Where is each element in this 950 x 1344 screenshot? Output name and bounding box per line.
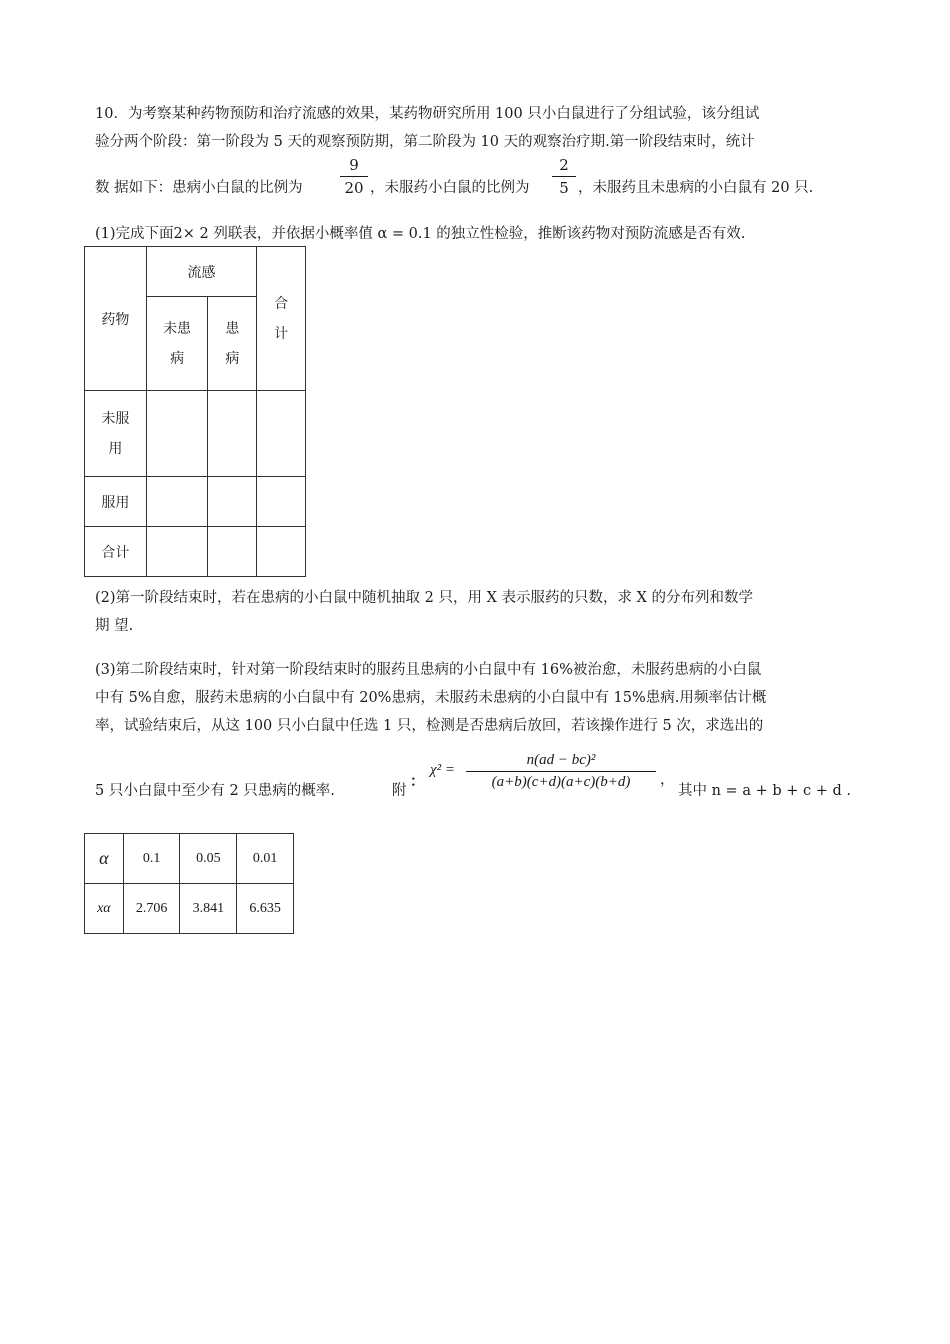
part-3-line-1: (3)第二阶段结束时，针对第一阶段结束时的服药且患病的小白鼠中有 16%被治愈，未服药患病的小白鼠 (95, 662, 762, 678)
question-line-1: 10．为考察某种药物预防和治疗流感的效果，某药物研究所用 100 只小白鼠进行了分组试验，该分组试 (95, 106, 760, 122)
question-line-3c: ，未服药且未患病的小白鼠有 20 只. (578, 180, 814, 196)
chi-square-comma: ， (660, 772, 675, 788)
part-3-line-3: 率，试验结束后，从这 100 只小白鼠中任选 1 只，检测是否患病后放回，若该操作进行 5 次，求选出的 (95, 718, 764, 734)
alpha-value: 0.05 (180, 834, 237, 884)
alpha-header: α (85, 834, 124, 884)
cell-empty (208, 527, 257, 577)
row-label-not-taken (85, 391, 147, 477)
question-line-2: 验分两个阶段：第一阶段为 5 天的观察预防期，第二阶段为 10 天的观察治疗期.第一阶段结束时，统计 (95, 134, 755, 150)
header-not-sick (146, 297, 208, 391)
cell-empty (146, 527, 208, 577)
where-clause: 其中 n = a + b + c + d . (678, 783, 851, 799)
row-label-taken: 服用 (85, 477, 147, 527)
question-line-3a: 数 据如下：患病小白鼠的比例为 (95, 180, 303, 196)
fraction-2-5 (552, 156, 576, 197)
part-2-line-1: (2)第一阶段结束时，若在患病的小白鼠中随机抽取 2 只，用 X 表示服药的只数，求 X 的分布列和数学 (95, 590, 754, 606)
alpha-value: 0.01 (237, 834, 294, 884)
header-total (257, 247, 306, 391)
cell-empty (257, 391, 306, 477)
critical-value: 3.841 (180, 884, 237, 934)
contingency-table (84, 246, 306, 577)
fraction-denominator: 20 (344, 179, 364, 197)
alpha-value: 0.1 (123, 834, 180, 884)
cell-empty (257, 527, 306, 577)
critical-value: 6.635 (237, 884, 294, 934)
chi-square-denominator: (a+b)(c+d)(a+c)(b+d) (491, 774, 631, 790)
chi-square-numerator: n(ad − bc)² (466, 752, 656, 772)
fraction-bar (552, 176, 576, 177)
row-label-not-taken-text: 未服用 (101, 410, 130, 457)
header-sick (208, 297, 257, 391)
cell-empty (208, 477, 257, 527)
part-3-line-2: 中有 5%自愈，服药未患病的小白鼠中有 20%患病，未服药未患病的小白鼠中有 15%患病.用频率估计概 (95, 690, 767, 706)
cell-empty (257, 477, 306, 527)
fraction-numerator: 9 (349, 156, 359, 174)
header-sick-text: 患病 (225, 320, 240, 367)
header-flu: 流感 (146, 247, 256, 297)
header-total-text: 合计 (274, 295, 289, 342)
part-3-line-4: 5 只小白鼠中至少有 2 只患病的概率. (95, 783, 335, 799)
part-2-line-2: 期 望. (95, 618, 134, 634)
fraction-bar (340, 176, 368, 177)
attachment-colon: ： (410, 773, 425, 790)
critical-value-table (84, 833, 294, 934)
attachment-label: 附 (392, 783, 407, 799)
fraction-9-20 (340, 156, 368, 197)
fraction-denominator: 5 (559, 179, 569, 197)
cell-empty (208, 391, 257, 477)
header-not-sick-text: 未患病 (163, 320, 192, 367)
header-drug: 药物 (85, 247, 147, 391)
chi-square-fraction (466, 752, 656, 791)
x-alpha-header: xα (85, 884, 124, 934)
fraction-numerator: 2 (559, 156, 569, 174)
part-1-text: (1)完成下面2× 2 列联表，并依据小概率值 α = 0.1 的独立性检验，推断该药物对预防流感是否有效. (95, 226, 746, 242)
cell-empty (146, 391, 208, 477)
chi-square-lhs: χ² = (430, 762, 455, 778)
row-label-total: 合计 (85, 527, 147, 577)
critical-value: 2.706 (123, 884, 180, 934)
cell-empty (146, 477, 208, 527)
question-line-3b: ，未服药小白鼠的比例为 (370, 180, 530, 196)
